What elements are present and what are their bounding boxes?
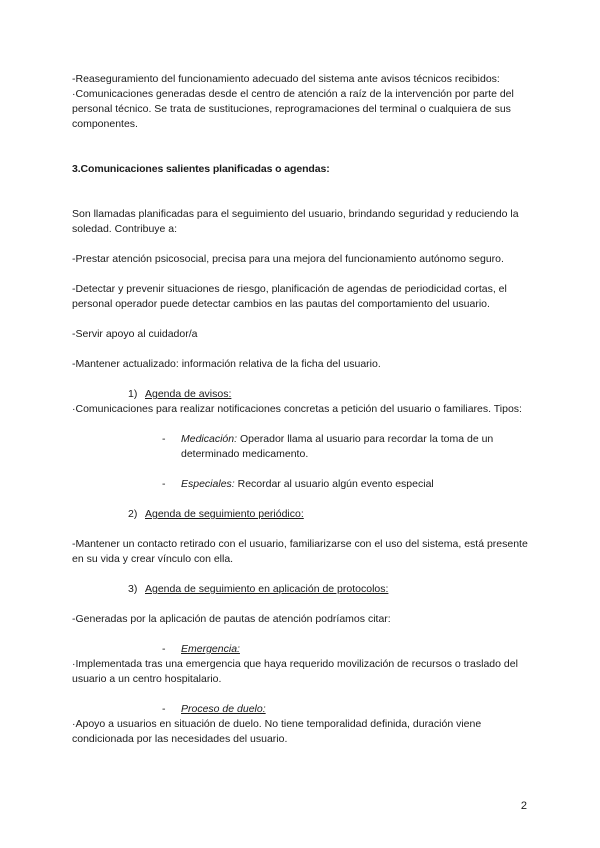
sub-text: ·Apoyo a usuarios en situación de duelo. No tiene temporalidad definida, duración viene condicionada por las necesidades del usuario.	[72, 718, 482, 745]
type-label: Especiales:	[181, 478, 235, 490]
dash: -	[162, 703, 166, 715]
sub-label: Emergencia:	[181, 643, 240, 655]
type-especiales	[72, 477, 532, 492]
sub-duelo	[72, 702, 532, 717]
item-description: ·Comunicaciones para realizar notificaciones concretas a petición del usuario o familiares. Tipos:	[72, 403, 522, 415]
document-page	[72, 72, 532, 747]
sub-text: ·Implementada tras una emergencia que haya requerido movilización de recursos o traslado del usuario a un centro hospitalario.	[72, 658, 518, 685]
section-intro: Son llamadas planificadas para el seguimiento del usuario, brindando seguridad y reduciendo la soledad. Contribuye a:	[72, 208, 519, 235]
sub-emergencia	[72, 642, 532, 657]
page-number: 2	[520, 800, 527, 812]
item-number: 1)	[128, 388, 138, 400]
item-title: Agenda de seguimiento en aplicación de protocolos:	[145, 583, 389, 595]
sub-label: Proceso de duelo:	[181, 703, 266, 715]
bullet-cuidador: -Servir apoyo al cuidador/a	[72, 328, 198, 340]
item-seguimiento-periodico	[72, 507, 532, 522]
dash: -	[162, 643, 166, 655]
item-description: -Mantener un contacto retirado con el usuario, familiarizarse con el uso del sistema, está presente en su vida y crear vínculo con ella.	[72, 538, 528, 565]
type-label: Medicación:	[181, 433, 238, 445]
type-text: Recordar al usuario algún evento especial	[234, 478, 434, 490]
item-number: 2)	[128, 508, 138, 520]
bullet-ficha: -Mantener actualizado: información relativa de la ficha del usuario.	[72, 358, 381, 370]
item-title: Agenda de seguimiento periódico:	[145, 508, 304, 520]
section-heading: 3.Comunicaciones salientes planificadas o agendas:	[72, 163, 330, 175]
type-text: Operador llama al usuario para recordar la toma de un determinado medicamento.	[181, 433, 494, 460]
item-description: -Generadas por la aplicación de pautas de atención podríamos citar:	[72, 613, 391, 625]
item-number: 3)	[128, 583, 138, 595]
type-medicacion	[72, 432, 532, 462]
item-title: Agenda de avisos:	[145, 388, 232, 400]
item-agenda-avisos	[72, 387, 532, 402]
dash: -	[162, 478, 166, 490]
intro-paragraph: ·Comunicaciones generadas desde el centro de atención a raíz de la intervención por parte del personal técnico. Se trata de sustituciones, reprogramaciones del terminal o cualquiera de sus componentes.	[72, 88, 514, 130]
bullet-riesgo: -Detectar y prevenir situaciones de riesgo, planificación de agendas de periodicidad cortas, el personal operador puede detectar cambios en las pautas del comportamiento del usuario.	[72, 283, 507, 310]
dash: -	[162, 433, 166, 445]
intro-line: -Reaseguramiento del funcionamiento adecuado del sistema ante avisos técnicos recibidos:	[72, 73, 500, 85]
item-protocolos	[72, 582, 532, 597]
bullet-psicosocial: -Prestar atención psicosocial, precisa para una mejora del funcionamiento autónomo seguro.	[72, 253, 504, 265]
